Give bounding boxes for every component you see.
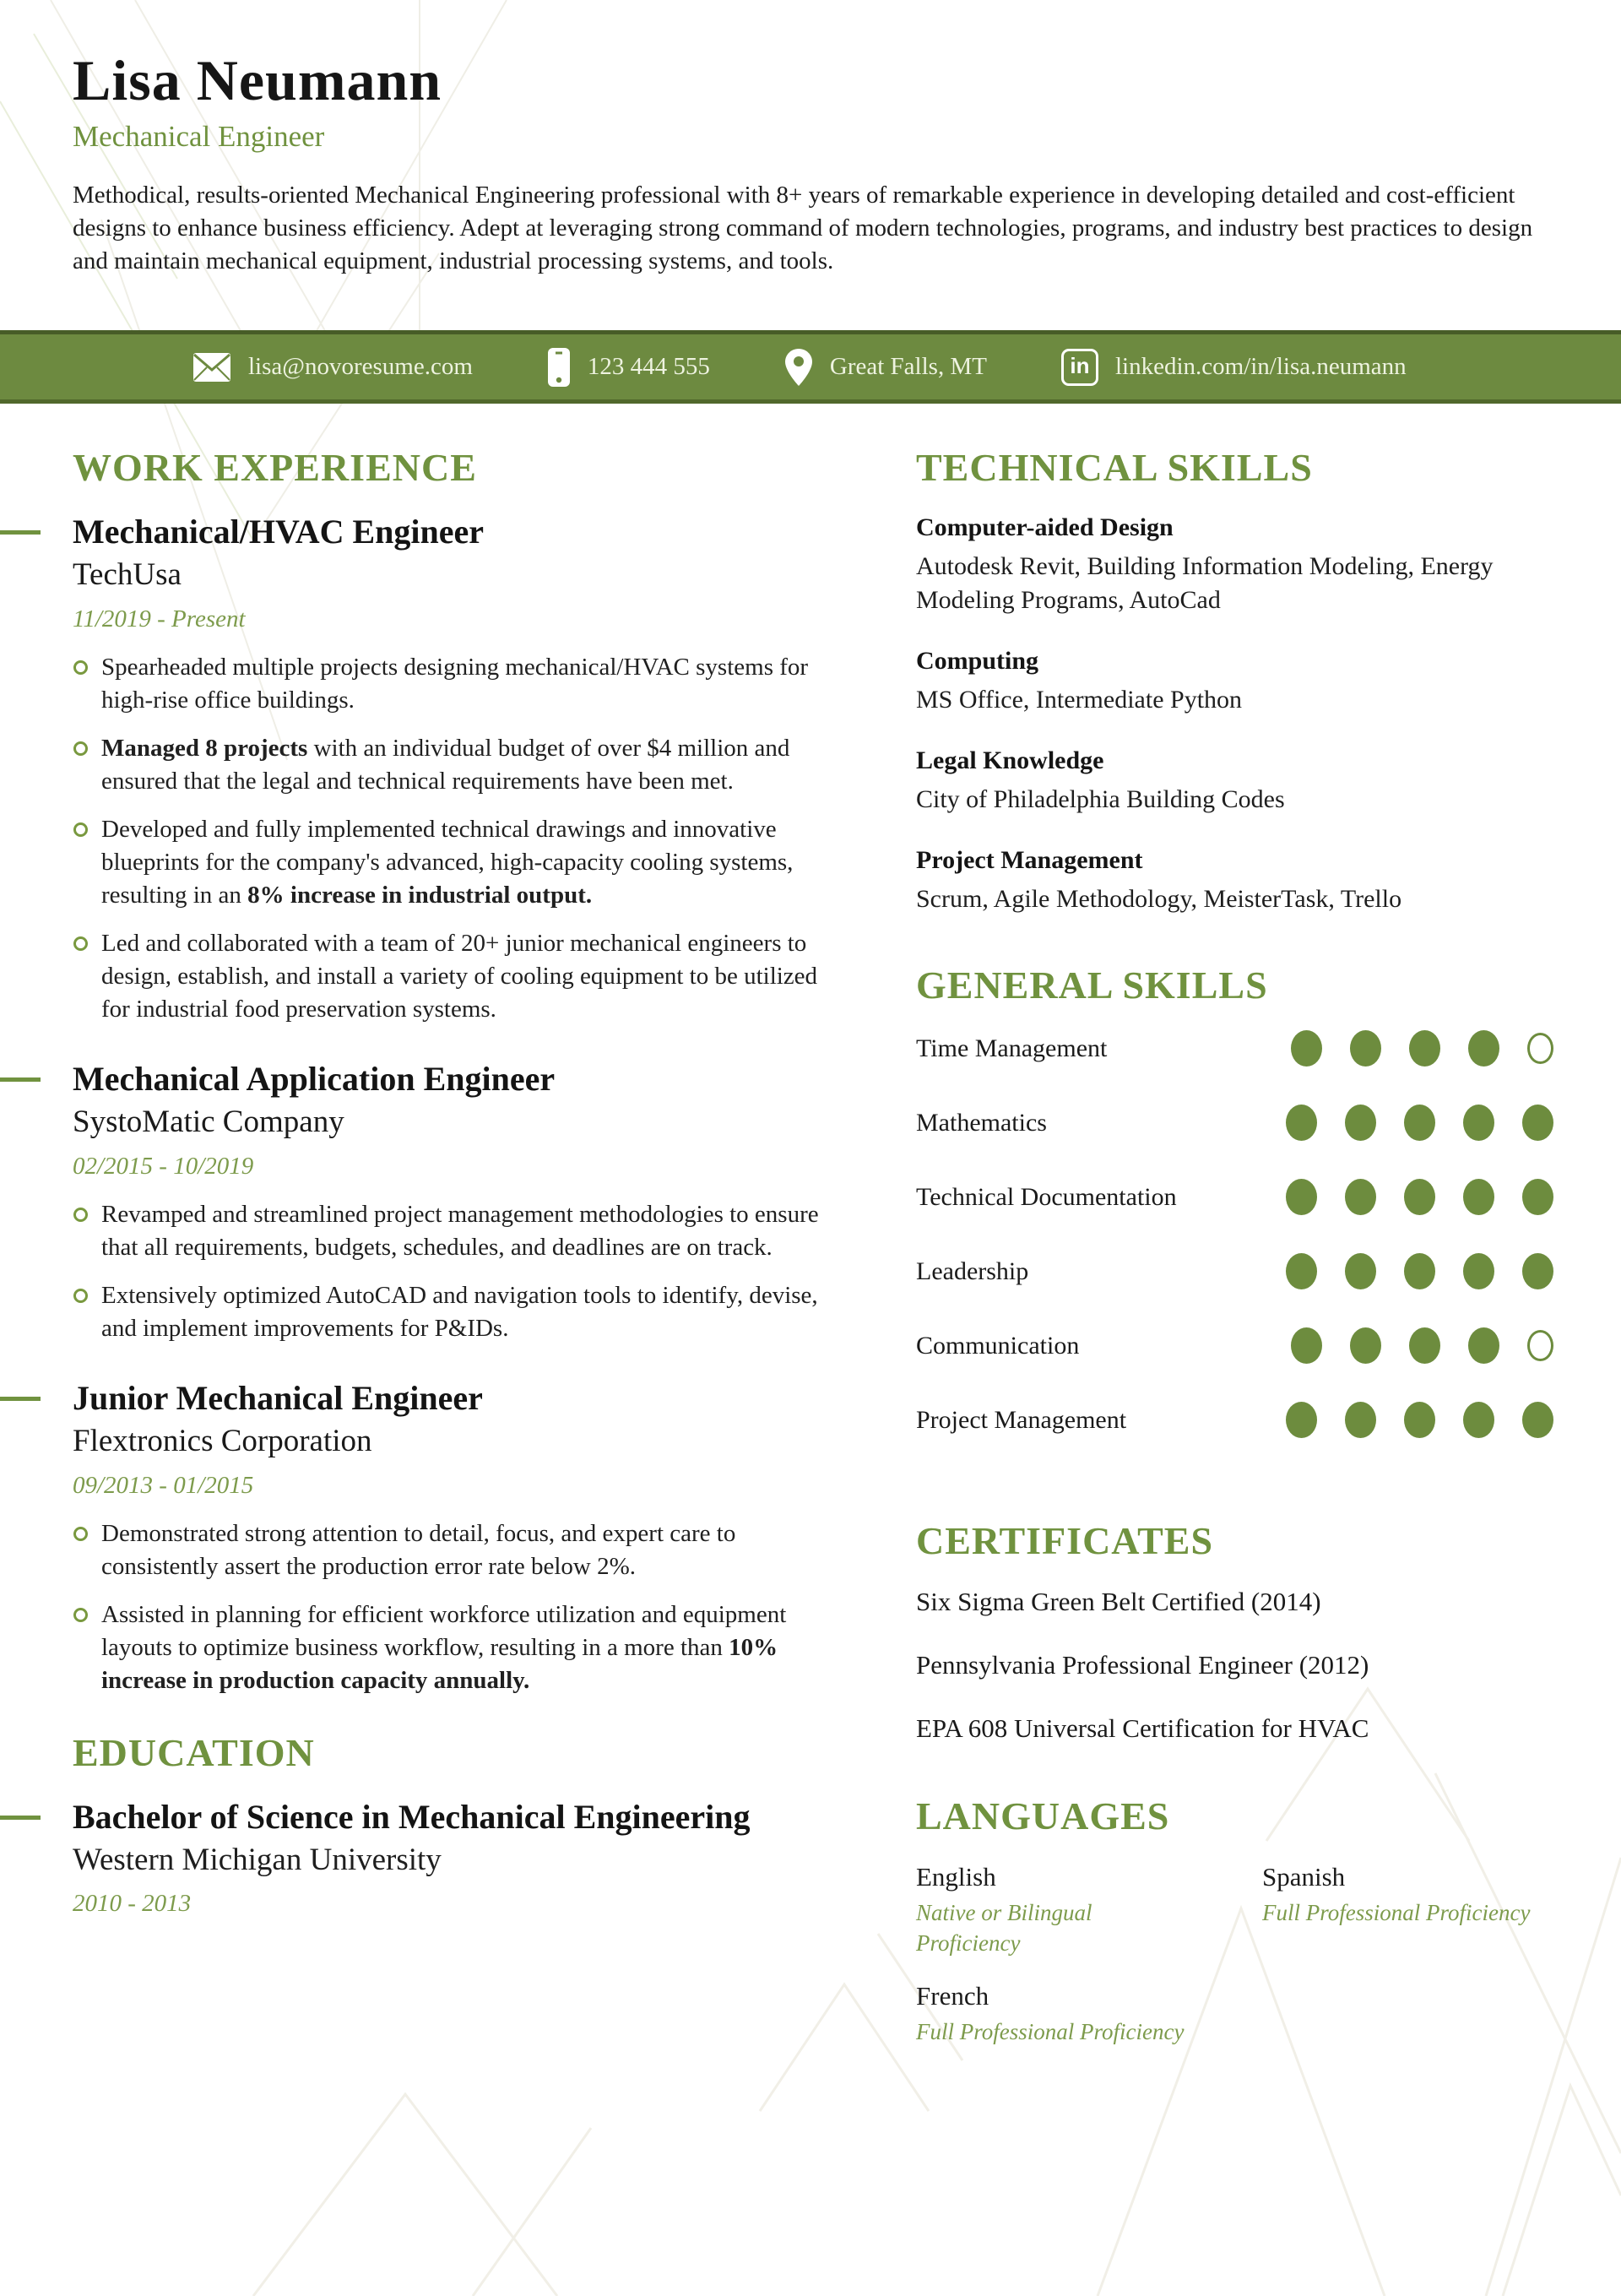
contact-bar <box>0 330 1621 404</box>
tech-skill-name: Computing <box>916 647 1039 676</box>
job-dates: 02/2015 - 10/2019 <box>73 1153 254 1181</box>
job-bullet: Spearheaded multiple projects designing mechanical/HVAC systems for high-rise office buildings. <box>73 651 841 717</box>
skill-dot-filled <box>1350 1030 1381 1067</box>
contact-location <box>784 348 987 387</box>
education-school: Western Michigan University <box>73 1843 442 1878</box>
certificate-item: EPA 608 Universal Certification for HVAC <box>916 1713 1369 1744</box>
certificate-item: Pennsylvania Professional Engineer (2012) <box>916 1650 1369 1680</box>
job-title: Mechanical/HVAC Engineer <box>73 513 866 551</box>
skill-dot-filled <box>1409 1327 1440 1364</box>
job-bullet: Demonstrated strong attention to detail, focus, and expert care to consistently assert the production error rate below 2%. <box>73 1517 841 1583</box>
skill-dot-empty <box>1527 1033 1553 1064</box>
tech-skill-group <box>916 646 1553 717</box>
resume-header <box>0 0 1621 278</box>
skill-row <box>916 1105 1553 1141</box>
skill-rating <box>1291 1327 1553 1364</box>
language-proficiency: Full Professional Proficiency <box>916 2019 1185 2045</box>
languages-heading: LANGUAGES <box>916 1794 1170 1838</box>
job-bullet-list <box>73 1517 866 1697</box>
language-item <box>916 1980 1262 2047</box>
skill-dot-filled <box>1404 1402 1435 1438</box>
mail-icon <box>192 352 231 383</box>
skill-dot-filled <box>1291 1030 1322 1067</box>
person-name: Lisa Neumann <box>73 48 442 112</box>
skill-row <box>916 1402 1553 1438</box>
contact-email-text: lisa@novoresume.com <box>248 353 473 381</box>
skill-dot-filled <box>1522 1402 1553 1438</box>
technical-skills-heading: TECHNICAL SKILLS <box>916 446 1313 490</box>
job-bullet: Managed 8 projects with an individual budget of over $4 million and ensured that the legal and technical requirements have been met. <box>73 732 841 798</box>
linkedin-icon: in <box>1061 349 1098 386</box>
job-entry <box>73 1379 866 1697</box>
job-title-headline: Mechanical Engineer <box>73 120 325 154</box>
job-company: SystoMatic Company <box>73 1105 344 1140</box>
work-experience-heading: WORK EXPERIENCE <box>73 446 477 490</box>
skill-dot-filled <box>1463 1179 1494 1215</box>
tech-skill-name: Computer-aided Design <box>916 513 1174 542</box>
certificate-item: Six Sigma Green Belt Certified (2014) <box>916 1587 1321 1617</box>
language-name: Spanish <box>1262 1862 1346 1892</box>
job-title: Junior Mechanical Engineer <box>73 1379 866 1418</box>
contact-linkedin[interactable] <box>1061 349 1407 386</box>
language-name: English <box>916 1862 996 1892</box>
skill-dot-filled <box>1345 1402 1376 1438</box>
skill-dot-filled <box>1463 1105 1494 1141</box>
job-dates: 09/2013 - 01/2015 <box>73 1472 254 1500</box>
skill-rating <box>1286 1253 1553 1289</box>
job-bullet-list <box>73 651 866 1026</box>
skill-rating <box>1286 1402 1553 1438</box>
contact-location-text: Great Falls, MT <box>829 353 987 381</box>
language-proficiency: Native or Bilingual Proficiency <box>916 1900 1092 1957</box>
skill-label: Communication <box>916 1331 1080 1360</box>
language-proficiency: Full Professional Proficiency <box>1262 1900 1531 1926</box>
language-name: French <box>916 1981 989 2011</box>
skill-rating <box>1286 1105 1553 1141</box>
skill-dot-empty <box>1527 1330 1553 1361</box>
skill-dot-filled <box>1345 1105 1376 1141</box>
education-heading: EDUCATION <box>73 1731 315 1775</box>
job-bullet: Assisted in planning for efficient workforce utilization and equipment layouts to optimize business workflow, resulting in a more than 10% increase in production capacity annually. <box>73 1599 841 1697</box>
skill-dot-filled <box>1463 1253 1494 1289</box>
skill-rating <box>1286 1179 1553 1215</box>
contact-email[interactable] <box>192 352 473 383</box>
skill-dot-filled <box>1286 1402 1317 1438</box>
job-company: Flextronics Corporation <box>73 1424 372 1459</box>
job-entry <box>73 513 866 1026</box>
skill-dot-filled <box>1468 1030 1499 1067</box>
tech-skill-items: City of Philadelphia Building Codes <box>916 785 1285 814</box>
job-bullet: Extensively optimized AutoCAD and navigation tools to identify, devise, and implement improvements for P&IDs. <box>73 1279 841 1345</box>
language-item <box>1262 1861 1553 1958</box>
job-bullet-list <box>73 1198 866 1345</box>
skill-row <box>916 1327 1553 1364</box>
job-entry <box>73 1060 866 1345</box>
tech-skill-items: Scrum, Agile Methodology, MeisterTask, Trello <box>916 885 1402 914</box>
skill-row <box>916 1253 1553 1289</box>
skill-row <box>916 1179 1553 1215</box>
profile-summary: Methodical, results-oriented Mechanical Engineering professional with 8+ years of remarkable experience in developing detailed and cost-efficient designs to enhance business efficiency. Adept at leveraging strong command of modern technologies, programs, and industry best practices to design and maintain mechanical equipment, industrial processing systems, and tools. <box>73 182 1533 275</box>
skill-dot-filled <box>1522 1253 1553 1289</box>
tech-skill-name: Legal Knowledge <box>916 746 1104 775</box>
skill-label: Project Management <box>916 1405 1127 1434</box>
languages-grid <box>916 1861 1553 2047</box>
tech-skill-group <box>916 845 1553 916</box>
skill-dot-filled <box>1286 1253 1317 1289</box>
job-dates: 11/2019 - Present <box>73 605 246 633</box>
job-title: Mechanical Application Engineer <box>73 1060 866 1099</box>
skill-rating <box>1291 1030 1553 1067</box>
skill-dot-filled <box>1404 1253 1435 1289</box>
tech-skill-items: Autodesk Revit, Building Information Modeling, Energy Modeling Programs, AutoCad <box>916 552 1494 615</box>
tech-skill-group <box>916 513 1553 617</box>
tech-skill-group <box>916 746 1553 817</box>
location-pin-icon <box>784 348 813 387</box>
skill-dot-filled <box>1286 1179 1317 1215</box>
job-bullet: Developed and fully implemented technical drawings and innovative blueprints for the company's advanced, high-capacity cooling systems, resulting in an 8% increase in industrial output. <box>73 813 841 912</box>
skill-dot-filled <box>1286 1105 1317 1141</box>
education-degree: Bachelor of Science in Mechanical Engineering <box>73 1798 866 1837</box>
skill-dot-filled <box>1404 1105 1435 1141</box>
skill-dot-filled <box>1522 1179 1553 1215</box>
tech-skill-items: MS Office, Intermediate Python <box>916 686 1243 714</box>
skill-dot-filled <box>1463 1402 1494 1438</box>
contact-linkedin-text: linkedin.com/in/lisa.neumann <box>1114 353 1407 381</box>
skill-label: Technical Documentation <box>916 1182 1177 1211</box>
skill-dot-filled <box>1350 1327 1381 1364</box>
skill-dot-filled <box>1522 1105 1553 1141</box>
job-bullet: Led and collaborated with a team of 20+ junior mechanical engineers to design, establish, and install a variety of cooling equipment to be utilized for industrial food preservation systems. <box>73 927 841 1026</box>
skill-dot-filled <box>1345 1179 1376 1215</box>
skill-dot-filled <box>1468 1327 1499 1364</box>
general-skills-heading: GENERAL SKILLS <box>916 963 1268 1007</box>
language-item <box>916 1861 1262 1958</box>
skill-dot-filled <box>1409 1030 1440 1067</box>
contact-phone-text: 123 444 555 <box>587 353 710 381</box>
skill-label: Time Management <box>916 1034 1108 1062</box>
skill-dot-filled <box>1291 1327 1322 1364</box>
skill-row <box>916 1030 1553 1067</box>
contact-phone <box>547 347 710 388</box>
skill-label: Mathematics <box>916 1108 1047 1137</box>
skill-label: Leadership <box>916 1257 1029 1285</box>
tech-skill-name: Project Management <box>916 846 1143 875</box>
skill-dot-filled <box>1345 1253 1376 1289</box>
phone-icon <box>547 347 571 388</box>
job-company: TechUsa <box>73 557 182 593</box>
education-dates: 2010 - 2013 <box>73 1890 192 1918</box>
job-bullet: Revamped and streamlined project management methodologies to ensure that all requirements, budgets, schedules, and deadlines are on track. <box>73 1198 841 1264</box>
certificates-heading: CERTIFICATES <box>916 1519 1214 1563</box>
skill-dot-filled <box>1404 1179 1435 1215</box>
